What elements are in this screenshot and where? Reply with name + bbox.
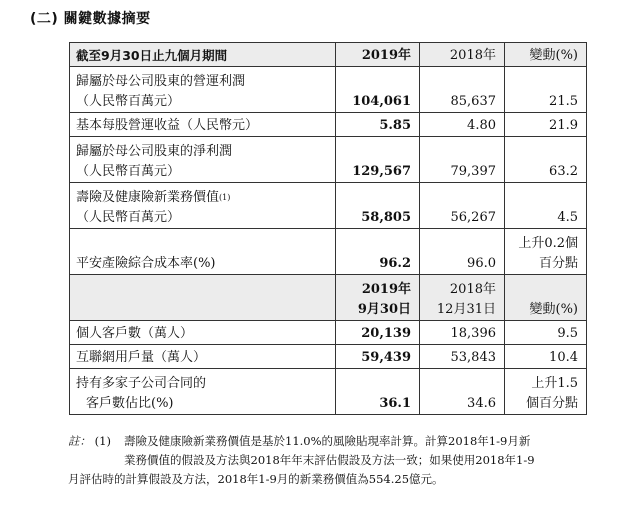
value-2018: 56,267 bbox=[420, 183, 505, 229]
value-change: 4.5 bbox=[505, 183, 587, 229]
row-label-line1: 持有多家子公司合同的 bbox=[76, 376, 207, 391]
table-row bbox=[70, 183, 587, 229]
row-label bbox=[70, 67, 336, 113]
value-2018: 4.80 bbox=[420, 113, 505, 137]
value-2019: 104,061 bbox=[336, 67, 420, 113]
table-subheader-row bbox=[70, 275, 587, 321]
value-change: 21.5 bbox=[505, 67, 587, 113]
value-change: 21.9 bbox=[505, 113, 587, 137]
change-line1: 上升1.5 bbox=[531, 376, 578, 391]
value-2019: 129,567 bbox=[336, 137, 420, 183]
col-2019-date-line1: 2019年 bbox=[361, 282, 411, 297]
row-label-line2: （人民幣百萬元） bbox=[76, 210, 181, 225]
row-label bbox=[70, 369, 336, 415]
key-data-table bbox=[69, 42, 587, 415]
note-body bbox=[68, 432, 588, 489]
value-2019: 96.2 bbox=[336, 229, 420, 275]
row-label: 個人客戶數（萬人） bbox=[70, 321, 336, 345]
row-label-line2: 客戶數佔比(%) bbox=[86, 396, 174, 411]
table-row bbox=[70, 229, 587, 275]
row-label: 互聯網用戶量（萬人） bbox=[70, 345, 336, 369]
change-line1: 上升0.2個 bbox=[518, 236, 578, 251]
value-2019: 20,139 bbox=[336, 321, 420, 345]
row-label-line2: （人民幣百萬元） bbox=[76, 164, 181, 179]
col-2019-header: 2019年 bbox=[336, 43, 420, 67]
footnotes bbox=[68, 432, 588, 489]
col-2018-date-header bbox=[420, 275, 505, 321]
value-2018: 85,637 bbox=[420, 67, 505, 113]
value-2019: 5.85 bbox=[336, 113, 420, 137]
note-lead: 註： bbox=[68, 434, 91, 448]
value-2019: 59,439 bbox=[336, 345, 420, 369]
col-change-header-2: 變動(%) bbox=[505, 275, 587, 321]
value-2018: 34.6 bbox=[420, 369, 505, 415]
row-label-line1 bbox=[76, 188, 327, 208]
value-2018: 53,843 bbox=[420, 345, 505, 369]
row-label: 基本每股營運收益（人民幣元） bbox=[70, 113, 336, 137]
table-row bbox=[70, 137, 587, 183]
col-2018-header: 2018年 bbox=[420, 43, 505, 67]
table-header-row bbox=[70, 43, 587, 67]
row-label bbox=[70, 137, 336, 183]
value-2019: 36.1 bbox=[336, 369, 420, 415]
period-header: 截至9月30日止九個月期間 bbox=[70, 43, 336, 67]
row-label-line1: 歸屬於母公司股東的淨利潤 bbox=[76, 144, 233, 159]
col-2018-date-line1: 2018年 bbox=[449, 282, 496, 297]
note-head bbox=[68, 432, 111, 451]
table-row bbox=[70, 113, 587, 137]
row-label bbox=[70, 183, 336, 229]
row-label-line2: （人民幣百萬元） bbox=[76, 94, 181, 109]
section-title: (二) 關鍵數據摘要 bbox=[30, 11, 151, 27]
value-2018: 79,397 bbox=[420, 137, 505, 183]
value-2018: 18,396 bbox=[420, 321, 505, 345]
subheader-blank bbox=[70, 275, 336, 321]
row-label-text: 壽險及健康險新業務價值 bbox=[76, 190, 220, 205]
table-row bbox=[70, 369, 587, 415]
change-line2: 百分點 bbox=[538, 256, 578, 271]
value-change bbox=[505, 369, 587, 415]
col-2019-date-line2: 9月30日 bbox=[357, 302, 411, 317]
note-line1: 壽險及健康險新業務價值是基於11.0%的風險貼現率計算。計算2018年1-9月新 bbox=[124, 434, 531, 448]
value-2019: 58,805 bbox=[336, 183, 420, 229]
note-line3: 月評估時的計算假設及方法，2018年1-9月的新業務價值為554.25億元。 bbox=[68, 472, 444, 486]
value-change: 9.5 bbox=[505, 321, 587, 345]
row-label-line1: 歸屬於母公司股東的營運利潤 bbox=[76, 74, 246, 89]
col-change-header: 變動(%) bbox=[505, 43, 587, 67]
col-2018-date-line2: 12月31日 bbox=[436, 302, 496, 317]
table-row bbox=[70, 67, 587, 113]
value-change: 63.2 bbox=[505, 137, 587, 183]
note-line2: 業務價值的假設及方法與2018年年末評估假設及方法一致；如果使用2018年1-9 bbox=[124, 453, 535, 467]
value-2018: 96.0 bbox=[420, 229, 505, 275]
note-number: (1) bbox=[94, 434, 111, 448]
table-row bbox=[70, 345, 587, 369]
col-2019-date-header bbox=[336, 275, 420, 321]
value-change bbox=[505, 229, 587, 275]
row-label: 平安產險綜合成本率(%) bbox=[70, 229, 336, 275]
change-line2: 個百分點 bbox=[525, 396, 578, 411]
table-row bbox=[70, 321, 587, 345]
footnote-marker: (1) bbox=[219, 193, 231, 202]
value-change: 10.4 bbox=[505, 345, 587, 369]
